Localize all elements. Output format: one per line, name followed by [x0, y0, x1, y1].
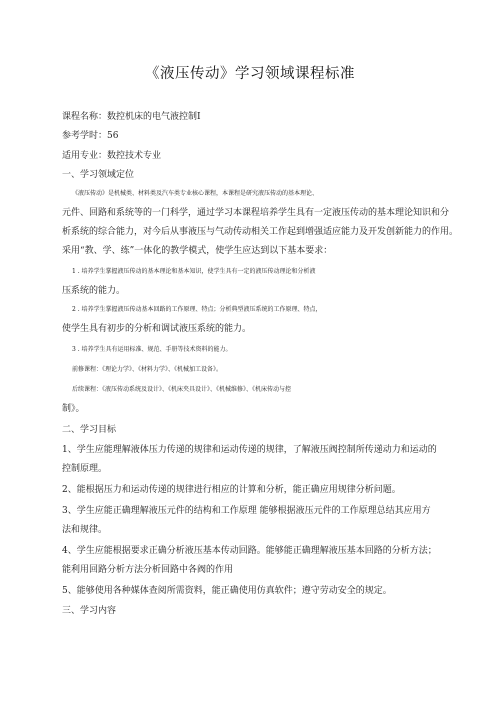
document-title: 《液压传动》学习领域课程标准 [145, 66, 355, 82]
objective-1: 1、学生应能理解液体压力传递的规律和运动传递的规律，了解液压阀控制所传递动力和运动的 [62, 445, 437, 455]
requirement-item-1: 1 . 培养学生掌握液压传动的基本理论和基本知识，使学生具有一定的液压传动理论和分析液 [72, 268, 316, 275]
requirement-item-2-cont: 使学生具有初步的分析和调试液压系统的能力。 [62, 324, 252, 334]
objective-4-cont: 能利用回路分析方法分析回路中各阀的作用 [62, 565, 234, 575]
requirement-item-3: 3 . 培养学生具有运用标准、规范、手册等技术资料的能力。 [72, 346, 232, 353]
applicable-major: 适用专业：数控技术专业 [62, 151, 162, 161]
objective-1-cont: 控制原理。 [62, 464, 108, 474]
follow-up-courses: 后续课程：《液压传动系统及设计》、《机床夹具设计》、《机械维修》、《机床传动与控 [72, 386, 292, 393]
requirement-item-2: 2 . 培养学生掌握液压传动基本回路的工作原理、特点；分析典型液压系统的工作原理、特点， [72, 306, 322, 313]
requirement-item-1-cont: 压系统的能力。 [62, 286, 126, 296]
follow-up-courses-cont: 制》。 [62, 404, 85, 414]
section-heading-content: 三、学习内容 [62, 606, 117, 616]
paragraph-line: 元件、回路和系统等的一门科学，通过学习本课程培养学生具有一定液压传动的基本理论知识和分 [62, 208, 450, 218]
section-heading-positioning: 一、学习领域定位 [62, 170, 135, 180]
section-heading-objectives: 二、学习目标 [62, 425, 117, 435]
objective-3: 3、学生应能正确理解液压元件的结构和工作原理 能够根据液压元件的工作原理总结其应用方 [62, 506, 431, 516]
objective-5: 5、能够使用各种媒体查阅所需资料，能正确使用仿真软件；遵守劳动安全的规定。 [62, 586, 392, 596]
objective-2: 2、能根据压力和运动传递的规律进行相应的计算和分析，能正确应用规律分析问题。 [62, 485, 401, 495]
reference-hours: 参考学时：56 [62, 131, 119, 141]
prerequisite-courses: 前修课程：《理论力学》、《材料力学》、《机械加工设备》。 [72, 366, 223, 373]
objective-4: 4、学生应能根据要求正确分析液压基本传动回路。能够能正确理解液压基本回路的分析方法； [62, 546, 437, 556]
objective-3-cont: 法和规律。 [62, 525, 108, 535]
paragraph-line: 采用“教、学、练”一体化的教学模式，使学生应达到以下基本要求： [62, 246, 333, 256]
paragraph-line: 析系统的综合能力，对今后从事液压与气动传动相关工作起到增强适应能力及开发创新能力的作用。 [62, 227, 459, 237]
paragraph-line: 《液压传动》是机械类、材料类及汽车类专业核心课程，本课程是研究液压传动的基本理论、 [72, 190, 319, 197]
course-name: 课程名称：数控机床的电气液控制Ⅰ [62, 112, 201, 122]
